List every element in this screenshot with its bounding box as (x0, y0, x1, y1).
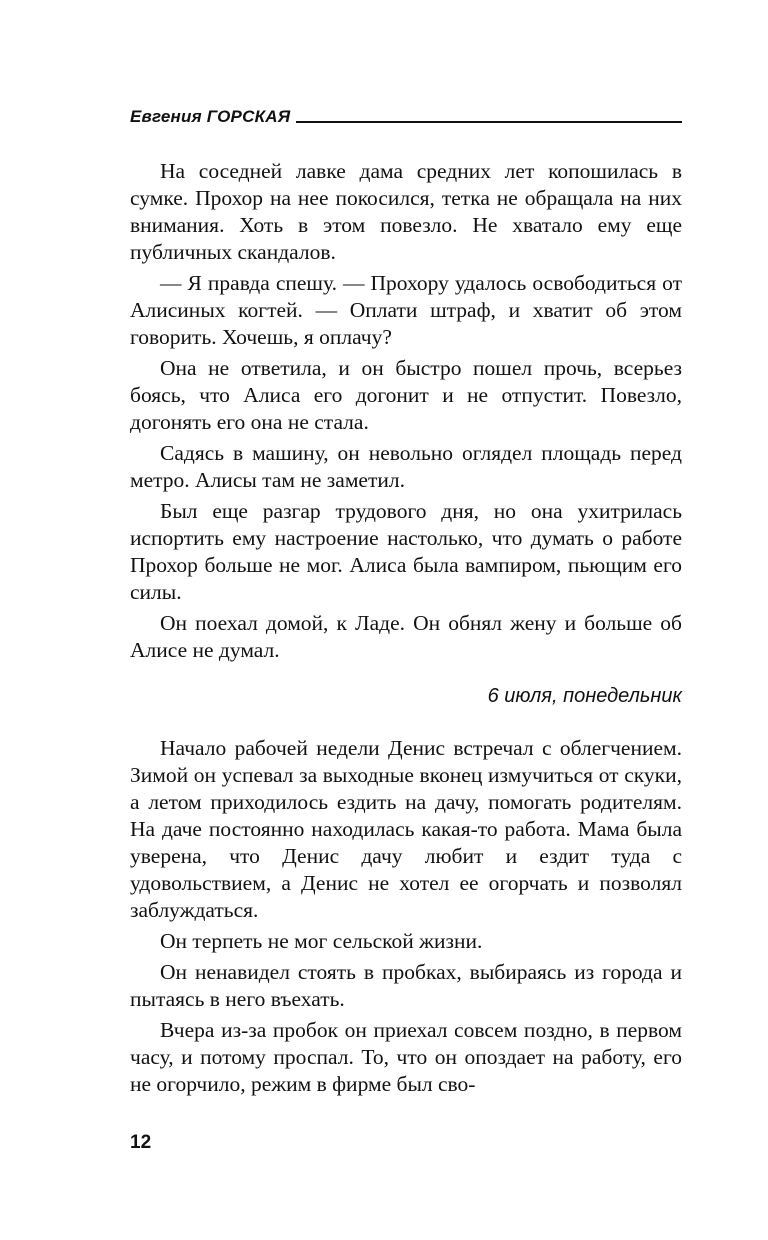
header-rule (296, 121, 682, 123)
paragraph: Он ненавидел стоять в пробках, выбираясь из города и пытаясь в него въехать. (130, 960, 682, 1011)
author-last-name: ГОРСКАЯ (206, 107, 291, 126)
paragraph: Он поехал домой, к Ладе. Он обнял жену и больше об Алисе не думал. (130, 611, 682, 662)
paragraph: Она не ответила, и он быстро пошел прочь, всерьез боясь, что Алиса его догонит и не отпустит. Повезло, догонять его она не стала. (130, 356, 682, 434)
paragraph: Был еще разгар трудового дня, но она ухитрилась испортить ему настроение настолько, что думать о работе Прохор больше не мог. Алиса была вампиром, пьющим его силы. (130, 499, 682, 604)
running-header (130, 104, 682, 126)
paragraph: Он терпеть не мог сельской жизни. (160, 929, 483, 953)
paragraph: Вчера из-за пробок он приехал совсем поздно, в первом часу, и потому проспал. То, что он опоздает на работу, его не огорчило, режим в фирме был сво- (130, 1018, 682, 1096)
paragraph: — Я правда спешу. — Прохору удалось освободиться от Алисиных когтей. — Оплати штраф, и хватит об этом говорить. Хочешь, я оплачу? (130, 271, 682, 349)
author-first-name: Евгения (130, 107, 202, 126)
body-text (130, 158, 682, 1098)
author-name (130, 108, 290, 126)
paragraph: На соседней лавке дама средних лет копошилась в сумке. Прохор на нее покосился, тетка не обращала на них внимания. Хоть в этом повезло. Не хватало ему еще публичных скандалов. (130, 159, 682, 264)
section-date-heading: 6 июля, понедельник (487, 685, 682, 707)
page-number: 12 (130, 1132, 152, 1153)
paragraph: Начало рабочей недели Денис встречал с облегчением. Зимой он успевал за выходные вконец измучиться от скуки, а летом приходилось ездить на дачу, помогать родителям. На даче постоянно находилась какая-то работа. Мама была уверена, что Денис дачу любит и ездит туда с удовольствием, а Денис не хотел ее огорчать и позволял заблуждаться. (130, 736, 682, 922)
paragraph: Садясь в машину, он невольно оглядел площадь перед метро. Алисы там не заметил. (130, 441, 682, 492)
